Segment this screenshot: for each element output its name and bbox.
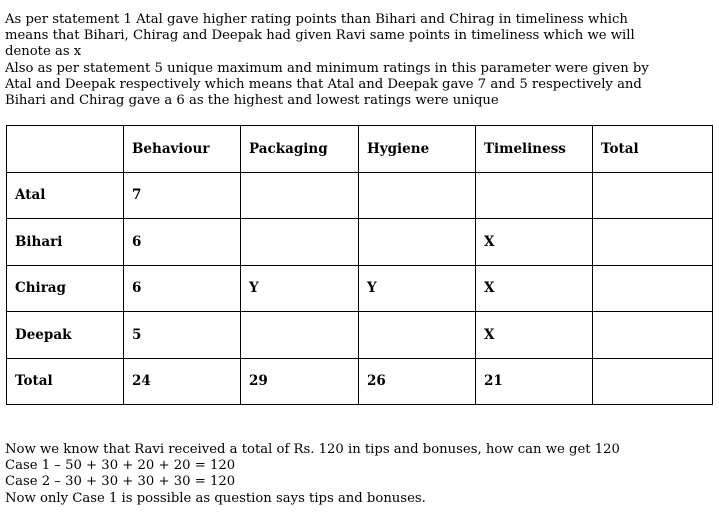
table-cell xyxy=(593,358,713,405)
table-cell xyxy=(241,172,359,219)
outro-line: Now we know that Ravi received a total of Rs. 120 in tips and bonuses, how can we get 120 xyxy=(5,442,620,457)
header-cell-timeliness: Timeliness xyxy=(476,126,593,173)
table-row xyxy=(7,219,713,266)
table-cell xyxy=(241,312,359,359)
table-cell: 6 xyxy=(124,219,241,266)
row-label-cell: Atal xyxy=(7,172,124,219)
table-cell: 5 xyxy=(124,312,241,359)
header-cell-behaviour: Behaviour xyxy=(124,126,241,173)
table-cell xyxy=(241,219,359,266)
table-cell: 24 xyxy=(124,358,241,405)
intro-line: As per statement 1 Atal gave higher rating points than Bihari and Chirag in timeliness which xyxy=(5,12,628,27)
table-cell xyxy=(476,172,593,219)
table-cell xyxy=(593,312,713,359)
intro-line: Also as per statement 5 unique maximum and minimum ratings in this parameter were given by xyxy=(5,60,649,76)
table-cell: 6 xyxy=(124,265,241,312)
header-cell-total: Total xyxy=(593,126,713,173)
table-cell: X xyxy=(476,265,593,312)
row-label-cell: Chirag xyxy=(7,265,124,312)
outro-line: Case 1 – 50 + 30 + 20 + 20 = 120 xyxy=(5,458,236,474)
intro-line: denote as x xyxy=(5,44,82,60)
intro-paragraph xyxy=(5,12,715,109)
table-cell xyxy=(359,312,476,359)
table-cell: X xyxy=(476,219,593,266)
table-cell: 7 xyxy=(124,172,241,219)
table-cell: X xyxy=(476,312,593,359)
outro-line: Now only Case 1 is possible as question says tips and bonuses. xyxy=(5,490,426,506)
row-label-cell: Deepak xyxy=(7,312,124,359)
header-cell-packaging: Packaging xyxy=(241,126,359,173)
table-row xyxy=(7,265,713,312)
table-cell: Y xyxy=(359,265,476,312)
table-cell xyxy=(593,219,713,266)
table-cell: 26 xyxy=(359,358,476,405)
table-cell xyxy=(359,219,476,266)
table-header-row xyxy=(7,126,713,173)
outro-line: Case 2 – 30 + 30 + 30 + 30 = 120 xyxy=(5,474,236,490)
table-total-row xyxy=(7,358,713,405)
intro-line: Atal and Deepak respectively which means that Atal and Deepak gave 7 and 5 respectively and xyxy=(5,76,642,92)
table-cell: 21 xyxy=(476,358,593,405)
header-cell-blank xyxy=(7,126,124,173)
header-cell-hygiene: Hygiene xyxy=(359,126,476,173)
row-label-cell: Total xyxy=(7,358,124,405)
table-cell xyxy=(593,172,713,219)
table-cell xyxy=(593,265,713,312)
table-cell xyxy=(359,172,476,219)
intro-line: Bihari and Chirag gave a 6 as the highest and lowest ratings were unique xyxy=(5,93,499,109)
intro-line: means that Bihari, Chirag and Deepak had given Ravi same points in timeliness which we will xyxy=(5,28,635,44)
table-row xyxy=(7,172,713,219)
table-cell: Y xyxy=(241,265,359,312)
outro-paragraph xyxy=(5,442,715,507)
row-label-cell: Bihari xyxy=(7,219,124,266)
table-row xyxy=(7,312,713,359)
table-cell: 29 xyxy=(241,358,359,405)
ratings-table xyxy=(6,125,713,405)
